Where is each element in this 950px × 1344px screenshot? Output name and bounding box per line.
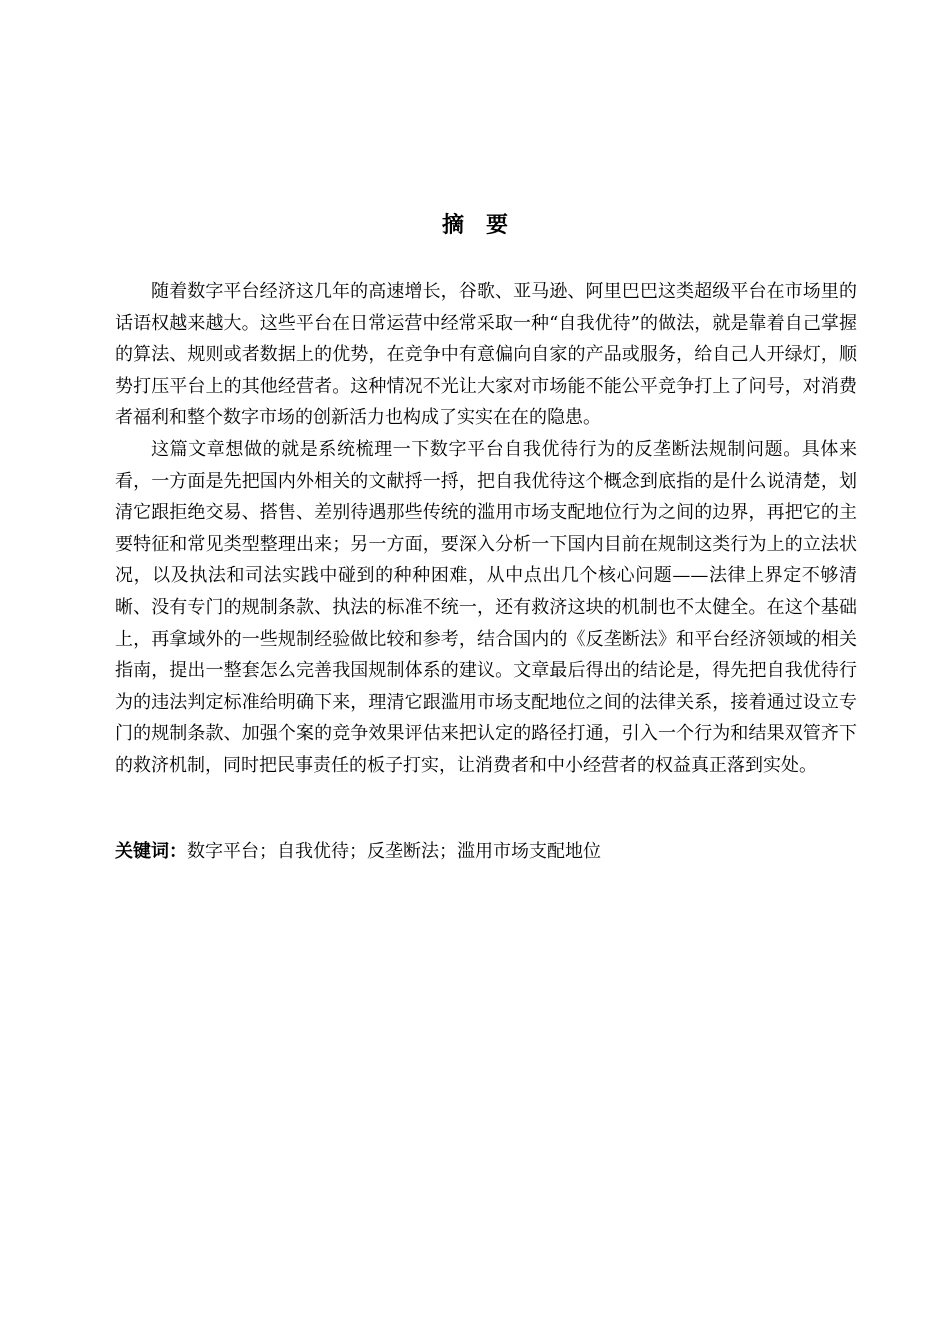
keywords-text: 数字平台；自我优待；反垄断法；滥用市场支配地位 (187, 841, 601, 862)
abstract-paragraph: 这篇文章想做的就是系统梳理一下数字平台自我优待行为的反垄断法规制问题。具体来看，一方面是先把国内外相关的文献捋一捋，把自我优待这个概念到底指的是什么说清楚，划清它跟拒绝交易、搭售、差别待遇那些传统的滥用市场支配地位行为之间的边界，再把它的主要特征和常见类型整理出来；另一方面，要深入分析一下国内目前在规制这类行为上的立法状况，以及执法和司法实践中碰到的种种困难，从中点出几个核心问题——法律上界定不够清晰、没有专门的规制条款、执法的标准不统一，还有救济这块的机制也不太健全。在这个基础上，再拿域外的一些规制经验做比较和参考，结合国内的《反垄断法》和平台经济领域的相关指南，提出一整套怎么完善我国规制体系的建议。文章最后得出的结论是，得先把自我优待行为的违法判定标准给明确下来，理清它跟滥用市场支配地位之间的法律关系，接着通过设立专门的规制条款、加强个案的竞争效果评估来把认定的路径打通，引入一个行为和结果双管齐下的救济机制，同时把民事责任的板子打实，让消费者和中小经营者的权益真正落到实处。 (115, 438, 857, 776)
keywords-line (115, 836, 857, 867)
page-title: 摘要 (441, 213, 530, 238)
keywords-label: 关键词： (115, 841, 187, 862)
abstract-paragraph: 随着数字平台经济这几年的高速增长，谷歌、亚马逊、阿里巴巴这类超级平台在市场里的话语权越来越大。这些平台在日常运营中经常采取一种“自我优待”的做法，就是靠着自己掌握的算法、规则或者数据上的优势，在竞争中有意偏向自家的产品或服务，给自己人开绿灯，顺势打压平台上的其他经营者。这种情况不光让大家对市场能不能公平竞争打上了问号，对消费者福利和整个数字市场的创新活力也构成了实实在在的隐患。 (115, 281, 857, 429)
abstract-body (115, 276, 857, 782)
